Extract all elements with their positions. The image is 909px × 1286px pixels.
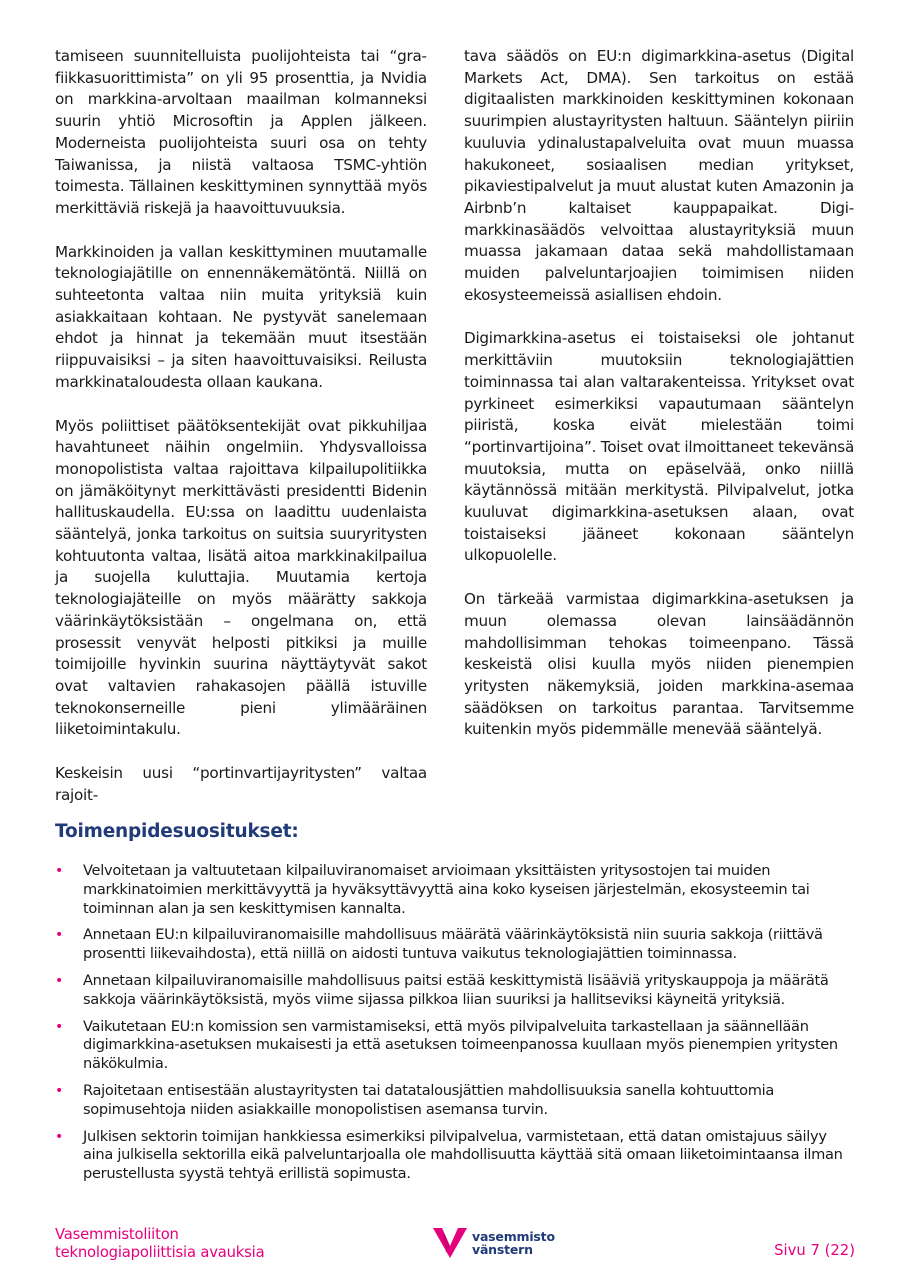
logo-v-icon <box>433 1226 467 1258</box>
footer-title: teknologiapoliittisia avauksia <box>55 1244 265 1261</box>
left-column <box>55 46 427 807</box>
party-logo <box>433 1226 555 1260</box>
paragraph: Markkinoiden ja vallan keskittyminen muutamalle teknologiajätille on ennennäkemätöntä. Niillä on suhteetonta valtaa niin muita yrityksiä kuin asiakkaitaan kohtaan. Ne pystyvät sanelemaan ehdot ja hinnat ja tekemään muut itsestään riippuvaisiksi – ja siten haavoittuvaisiksi. Reilusta markkinataloudesta ollaan kaukana. <box>55 242 427 391</box>
list-item <box>55 972 855 1010</box>
paragraph: tava säädös on EU:n digimarkkina-asetus (Digital Markets Act, DMA). Sen tarkoitus on estää digitaalisten markkinoiden keskittyminen kokonaan suurimpien alustayritysten haltuun. Sääntelyn piiriin kuuluvia ydinalustapalveluita ovat muun muassa hakukoneet, sosiaalisen median yritykset, pikaviestipalvelut ja muut alustat kuten Amazonin ja Airbnb’n kaltaiset kauppapaikat. Digi-markkinasäädös velvoittaa alustayrityksiä muun muassa jakamaan dataa sekä mahdollistamaan muiden palveluntarjoajien toimimisen niiden ekosysteemeissä asiallisen ehdoin. <box>464 47 854 304</box>
list-item-text: Rajoitetaan entisestään alustayritysten tai datatalousjättien mahdollisuuksia sanella kohtuuttomia sopimusehtoja niiden asiakkaille monopolistisen asemansa turvin. <box>83 1081 775 1118</box>
list-item-text: Annetaan EU:n kilpailuviranomaisille mahdollisuus määrätä väärinkäytöksistä niin suuria sakkoja (riittävä prosentti liikevaihdosta), että niillä on aidosti tuntuva vaikutus teknologiajättien toiminnassa. <box>83 926 823 963</box>
list-item <box>55 862 855 918</box>
bullet-icon: • <box>55 863 63 879</box>
bullet-icon: • <box>55 1018 63 1035</box>
list-item <box>55 1082 855 1120</box>
logo-word-sv: vänstern <box>472 1242 533 1257</box>
list-item-text: Vaikutetaan EU:n komission sen varmistamiseksi, että myös pilvipalveluita tarkastellaan ja säännellään digimarkkina-asetuksen mukaisesti ja että asetuksen toimeenpanossa kuullaan myös pienempien yritysten näkökulmia. <box>83 1017 838 1073</box>
footer-publisher: Vasemmistoliiton <box>55 1226 179 1243</box>
page-number: Sivu 7 (22) <box>774 1242 855 1259</box>
paragraph: Myös poliittiset päätöksentekijät ovat pikkuhiljaa havahtuneet näihin ongelmiin. Yhdysvalloissa monopolistista valtaa rajoittava kilpailupolitiikka on jämäköitynyt merkittävästi presidentti Bidenin hallituskaudella. EU:ssa on laadittu uudenlaista sääntelyä, jonka tarkoitus on suitsia suuryritysten kohtuutonta valtaa, lisätä aitoa markkinakilpailua ja suojella kuluttajia. Muutamia kertoja teknologiajäteille on myös määrätty sakkoja väärinkäytöksistään – ongelmana on, että prosessit venyvät helposti pitkiksi ja muille toimijoille hyvinkin suurina näyttäytyvät sakot ovat valtavien rahakasojen päällä istuville teknokonserneille pieni ylimääräinen liiketoimintakulu. <box>55 416 427 739</box>
bullet-icon: • <box>55 1082 63 1099</box>
recommendations-heading: Toimenpidesuositukset: <box>55 821 299 842</box>
footer-publication <box>55 1226 264 1262</box>
logo-wordmark <box>472 1230 555 1256</box>
paragraph: Keskeisin uusi “portinvartijayritysten” valtaa rajoit- <box>55 764 427 804</box>
paragraph: Digimarkkina-asetus ei toistaiseksi ole johtanut merkittäviin muutoksiin teknologiajättien toiminnassa tai alan valtarakenteissa. Yritykset ovat pyrkineet esimerkiksi vapautumaan sääntelyn piiristä, koska eivät mielestään toimi “portinvartijoina”. Toiset ovat ilmoittaneet tekevänsä muutoksia, mutta on epäselvää, onko niillä käytännössä mitään merkitystä. Pilvipalvelut, jotka kuuluvat digimarkkina-asetuksen alaan, ovat toistaiseksi jääneet kokonaan sääntelyn ulkopuolelle. <box>464 329 854 565</box>
logo-word-fi: vasemmisto <box>472 1229 555 1244</box>
paragraph: tamiseen suunnitelluista puolijohteista tai “grafiikkasuorittimista” on yli 95 prosenttia, ja Nvidia on markkina-arvoltaan maailman kolmanneksi suurin yhtiö Microsoftin ja Applen jälkeen. Moderneista puolijohteista suuri osa on tehty Taiwanissa, ja niistä valtaosa TSMC-yhtiön toimesta. Tällainen keskittyminen synnyttää myös merkittäviä riskejä ja haavoittuvuuksia. <box>55 47 427 217</box>
right-column <box>464 46 854 741</box>
bullet-icon: • <box>55 972 63 989</box>
bullet-icon: • <box>55 927 63 944</box>
list-item-text: Annetaan kilpailuviranomaisille mahdollisuus paitsi estää keskittymistä lisääviä yrityskauppoja ja määrätä sakkoja väärinkäytöksistä, myös viime sijassa pilkkoa liian suuriksi ja hallitseviksi käyneitä yrityksiä. <box>83 971 829 1008</box>
list-item-text: Velvoitetaan ja valtuutetaan kilpailuviranomaiset arvioimaan yksittäisten yritysostojen tai muiden markkinatoimien merkittävyyttä ja hyväksyttävyyttä aina koko kyseisen järjestelmän, ekosysteemin tai toiminnan alan ja sen keskittymisen kannalta. <box>83 862 810 917</box>
paragraph: On tärkeää varmistaa digimarkkina-asetuksen ja muun olemassa olevan lainsäädännön mahdollisimman tehokas toimeenpano. Tässä keskeistä olisi kuulla myös niiden pienempien yritysten näkemyksiä, joiden markkina-asemaa säädöksen on tarkoitus parantaa. Tarvitsemme kuitenkin myös pidemmälle menevää sääntelyä. <box>464 590 854 739</box>
list-item <box>55 1128 855 1184</box>
list-item <box>55 1018 855 1074</box>
bullet-icon: • <box>55 1128 63 1145</box>
list-item-text: Julkisen sektorin toimijan hankkiessa esimerkiksi pilvipalvelua, varmistetaan, että datan omistajuus säilyy aina julkisella sektorilla eikä palveluntarjoalla ole mahdollisuutta käyttää sitä omaan liiketoimintaansa ilman perustellusta syystä tehtyä erillistä sopimusta. <box>83 1127 843 1183</box>
recommendations-list <box>55 862 855 1192</box>
list-item <box>55 926 855 964</box>
